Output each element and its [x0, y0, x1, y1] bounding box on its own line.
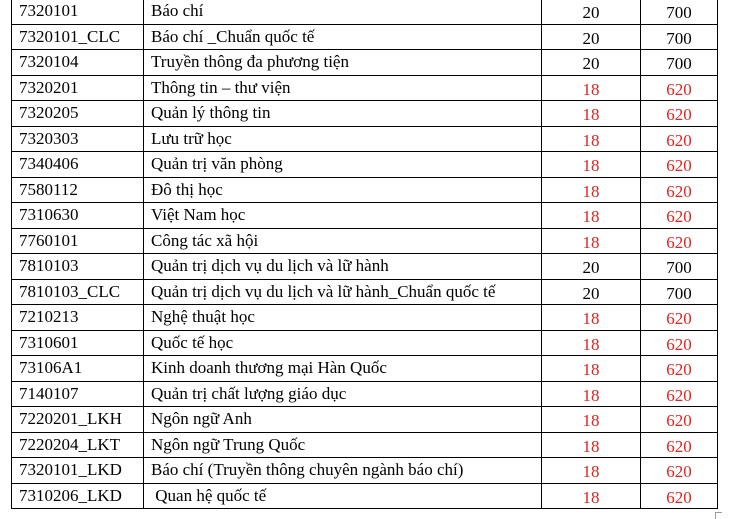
table-row [12, 254, 718, 280]
points-value: 700 [666, 258, 692, 278]
score-value: 18 [582, 130, 600, 150]
table-row [12, 483, 718, 509]
score-value: 18 [582, 411, 600, 431]
points-value: 700 [666, 28, 692, 48]
admission-table-container [11, 0, 718, 509]
score-cell [542, 381, 641, 407]
score-value: 18 [582, 385, 600, 405]
table-row [12, 330, 718, 356]
score-cell [542, 279, 641, 305]
major-code-cell: 7810103_CLC [12, 279, 144, 305]
table-row [12, 356, 718, 382]
major-name-cell: Công tác xã hội [144, 228, 542, 254]
score-value: 18 [582, 181, 600, 201]
score-cell [542, 152, 641, 178]
score-value: 18 [582, 79, 600, 99]
score-value: 20 [582, 258, 600, 278]
points-value: 700 [666, 283, 692, 303]
points-value: 620 [666, 232, 692, 252]
major-name-cell: Quan hệ quốc tế [144, 483, 542, 509]
points-cell [641, 75, 718, 101]
points-cell [641, 356, 718, 382]
score-value: 20 [582, 28, 600, 48]
score-cell [542, 50, 641, 76]
table-row [12, 228, 718, 254]
table-row [12, 279, 718, 305]
score-value: 18 [582, 207, 600, 227]
score-value: 18 [582, 462, 600, 482]
score-value: 18 [582, 156, 600, 176]
major-name-cell: Việt Nam học [144, 203, 542, 229]
major-name-cell: Quản lý thông tin [144, 101, 542, 127]
major-code-cell: 7310630 [12, 203, 144, 229]
table-row [12, 152, 718, 178]
score-value: 18 [582, 360, 600, 380]
table-row [12, 177, 718, 203]
score-cell [542, 356, 641, 382]
points-cell [641, 279, 718, 305]
major-code-cell: 7320201 [12, 75, 144, 101]
points-value: 620 [666, 334, 692, 354]
points-value: 620 [666, 411, 692, 431]
major-name-cell: Thông tin – thư viện [144, 75, 542, 101]
score-cell [542, 432, 641, 458]
major-code-cell: 7340406 [12, 152, 144, 178]
points-value: 620 [666, 156, 692, 176]
points-cell [641, 177, 718, 203]
major-name-cell: Báo chí _Chuẩn quốc tế [144, 24, 542, 50]
major-code-cell: 7220201_LKH [12, 407, 144, 433]
major-code-cell: 7810103 [12, 254, 144, 280]
points-value: 620 [666, 207, 692, 227]
points-cell [641, 432, 718, 458]
score-value: 18 [582, 105, 600, 125]
score-value: 18 [582, 436, 600, 456]
major-code-cell: 7320104 [12, 50, 144, 76]
major-name-cell: Kinh doanh thương mại Hàn Quốc [144, 356, 542, 382]
points-value: 620 [666, 105, 692, 125]
score-value: 20 [582, 54, 600, 74]
score-value: 18 [582, 232, 600, 252]
points-cell [641, 101, 718, 127]
points-cell [641, 483, 718, 509]
points-value: 620 [666, 385, 692, 405]
score-cell [542, 126, 641, 152]
points-value: 620 [666, 79, 692, 99]
points-cell [641, 0, 718, 24]
table-row [12, 203, 718, 229]
table-row [12, 75, 718, 101]
points-cell [641, 228, 718, 254]
major-name-cell: Báo chí [144, 0, 542, 24]
score-cell [542, 0, 641, 24]
major-name-cell: Quản trị dịch vụ du lịch và lữ hành [144, 254, 542, 280]
major-code-cell: 7320303 [12, 126, 144, 152]
score-cell [542, 458, 641, 484]
points-cell [641, 152, 718, 178]
major-code-cell: 7760101 [12, 228, 144, 254]
major-name-cell: Truyền thông đa phương tiện [144, 50, 542, 76]
points-cell [641, 24, 718, 50]
score-cell [542, 203, 641, 229]
points-cell [641, 254, 718, 280]
major-code-cell: 7310206_LKD [12, 483, 144, 509]
major-code-cell: 7580112 [12, 177, 144, 203]
points-value: 700 [666, 3, 692, 23]
points-cell [641, 458, 718, 484]
table-row [12, 458, 718, 484]
points-value: 620 [666, 462, 692, 482]
major-code-cell: 7320205 [12, 101, 144, 127]
points-value: 620 [666, 130, 692, 150]
major-name-cell: Quản trị chất lượng giáo dục [144, 381, 542, 407]
score-cell [542, 407, 641, 433]
major-name-cell: Ngôn ngữ Trung Quốc [144, 432, 542, 458]
major-code-cell: 73106A1 [12, 356, 144, 382]
score-cell [542, 101, 641, 127]
major-code-cell: 7220204_LKT [12, 432, 144, 458]
points-cell [641, 305, 718, 331]
major-name-cell: Quản trị văn phòng [144, 152, 542, 178]
major-code-cell: 7320101 [12, 0, 144, 24]
score-value: 18 [582, 487, 600, 507]
resize-corner-mark [715, 512, 722, 519]
major-name-cell: Quản trị dịch vụ du lịch và lữ hành_Chuẩn quốc tế [144, 279, 542, 305]
score-cell [542, 305, 641, 331]
score-cell [542, 228, 641, 254]
points-value: 620 [666, 360, 692, 380]
points-cell [641, 50, 718, 76]
score-value: 18 [582, 309, 600, 329]
points-cell [641, 330, 718, 356]
admission-score-table [11, 0, 718, 509]
major-code-cell: 7140107 [12, 381, 144, 407]
table-body [12, 0, 718, 509]
table-row [12, 407, 718, 433]
major-name-cell: Quốc tế học [144, 330, 542, 356]
table-row [12, 432, 718, 458]
table-row [12, 126, 718, 152]
table-row [12, 24, 718, 50]
major-code-cell: 7210213 [12, 305, 144, 331]
major-name-cell: Đô thị học [144, 177, 542, 203]
table-row [12, 101, 718, 127]
table-row [12, 381, 718, 407]
score-value: 18 [582, 334, 600, 354]
points-value: 700 [666, 54, 692, 74]
table-row [12, 0, 718, 24]
major-name-cell: Nghệ thuật học [144, 305, 542, 331]
points-cell [641, 203, 718, 229]
score-cell [542, 177, 641, 203]
score-cell [542, 330, 641, 356]
points-cell [641, 126, 718, 152]
major-code-cell: 7320101_CLC [12, 24, 144, 50]
score-cell [542, 24, 641, 50]
major-name-cell: Lưu trữ học [144, 126, 542, 152]
score-cell [542, 483, 641, 509]
table-row [12, 50, 718, 76]
major-code-cell: 7310601 [12, 330, 144, 356]
points-value: 620 [666, 487, 692, 507]
table-row [12, 305, 718, 331]
score-value: 20 [582, 3, 600, 23]
points-cell [641, 407, 718, 433]
points-value: 620 [666, 436, 692, 456]
points-value: 620 [666, 181, 692, 201]
major-code-cell: 7320101_LKD [12, 458, 144, 484]
score-value: 20 [582, 283, 600, 303]
major-name-cell: Báo chí (Truyền thông chuyên ngành báo chí) [144, 458, 542, 484]
score-cell [542, 75, 641, 101]
major-name-cell: Ngôn ngữ Anh [144, 407, 542, 433]
points-value: 620 [666, 309, 692, 329]
points-cell [641, 381, 718, 407]
score-cell [542, 254, 641, 280]
